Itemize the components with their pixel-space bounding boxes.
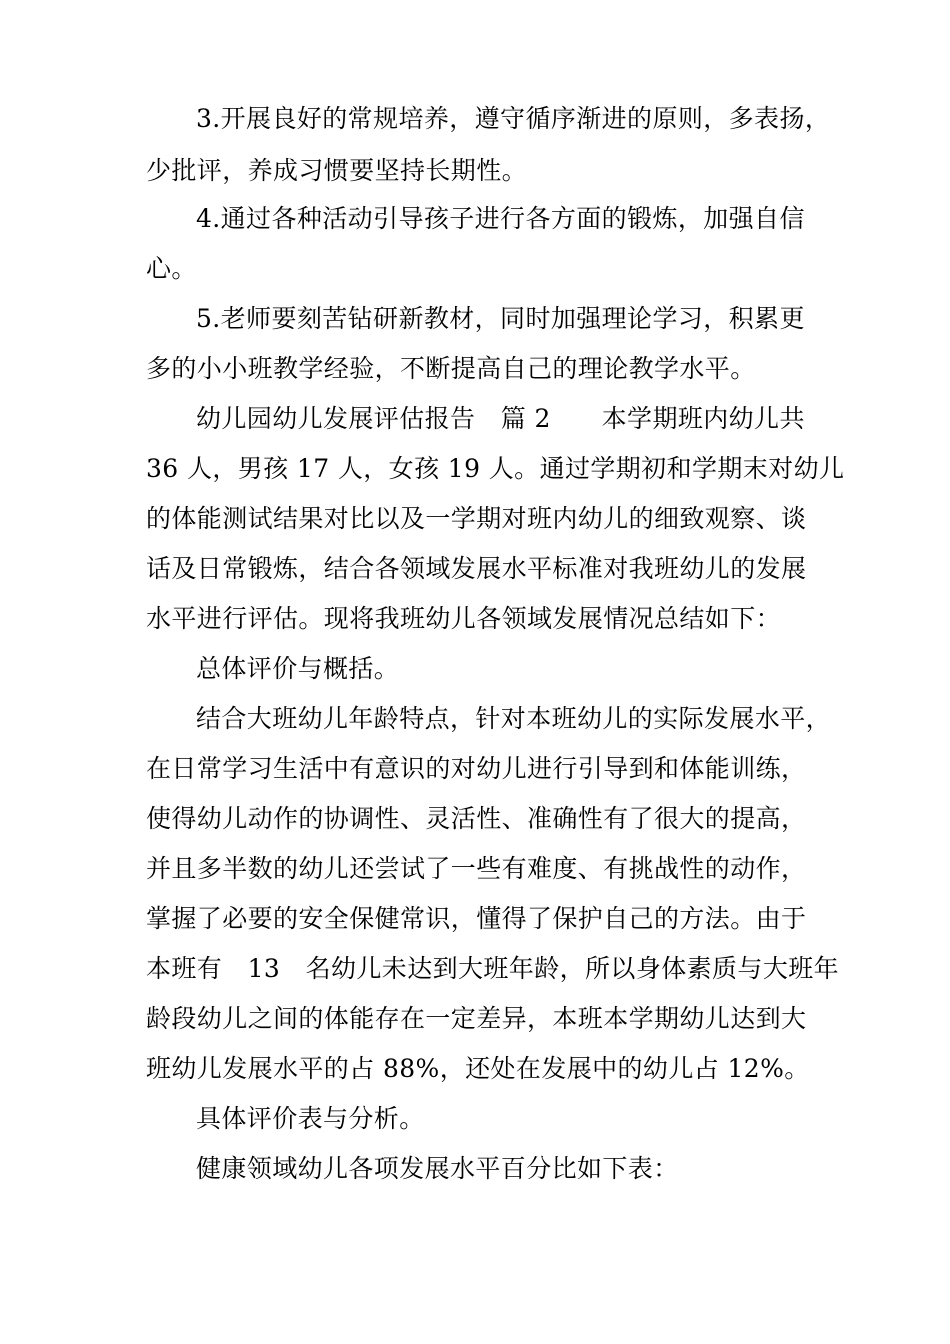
intro-line-4: 话及日常锻炼，结合各领域发展水平标准对我班幼儿的发展 bbox=[146, 554, 807, 583]
paragraph-5-line-1: 5.老师要刻苦钻研新教材，同时加强理论学习，积累更 bbox=[196, 304, 805, 333]
overall-paragraph-line-1: 结合大班幼儿年龄特点，针对本班幼儿的实际发展水平， bbox=[196, 704, 832, 733]
intro-line-3: 的体能测试结果对比以及一学期对班内幼儿的细致观察、谈 bbox=[146, 504, 807, 533]
paragraph-4-line-2: 心。 bbox=[146, 254, 197, 283]
overall-paragraph-line-3: 使得幼儿动作的协调性、灵活性、准确性有了很大的提高， bbox=[146, 804, 807, 833]
paragraph-3-line-1: 3.开展良好的常规培养，遵守循序渐进的原则，多表扬， bbox=[196, 104, 831, 133]
evaluation-table-heading: 具体评价表与分析。 bbox=[196, 1104, 425, 1133]
paragraph-4-line-1: 4.通过各种活动引导孩子进行各方面的锻炼，加强自信 bbox=[196, 204, 805, 233]
paragraph-3-line-2: 少批评，养成习惯要坚持长期性。 bbox=[146, 156, 528, 185]
health-domain-caption: 健康领域幼儿各项发展水平百分比如下表： bbox=[196, 1154, 679, 1183]
overall-paragraph-line-2: 在日常学习生活中有意识的对幼儿进行引导到和体能训练， bbox=[146, 754, 807, 783]
overall-paragraph-line-6: 本班有 13 名幼儿未达到大班年龄，所以身体素质与大班年 bbox=[146, 954, 840, 983]
overall-evaluation-heading: 总体评价与概括。 bbox=[196, 654, 400, 683]
intro-line-5: 水平进行评估。现将我班幼儿各领域发展情况总结如下： bbox=[146, 604, 782, 633]
intro-line-2: 36 人，男孩 17 人，女孩 19 人。通过学期初和学期末对幼儿 bbox=[146, 454, 845, 483]
overall-paragraph-line-8: 班幼儿发展水平的占 88%，还处在发展中的幼儿占 12%。 bbox=[146, 1054, 810, 1083]
overall-paragraph-line-5: 掌握了必要的安全保健常识，懂得了保护自己的方法。由于 bbox=[146, 904, 807, 933]
section-heading-line: 幼儿园幼儿发展评估报告 篇 2 本学期班内幼儿共 bbox=[196, 404, 805, 433]
paragraph-5-line-2: 多的小小班教学经验，不断提高自己的理论教学水平。 bbox=[146, 354, 756, 383]
overall-paragraph-line-7: 龄段幼儿之间的体能存在一定差异，本班本学期幼儿达到大 bbox=[146, 1004, 807, 1033]
overall-paragraph-line-4: 并且多半数的幼儿还尝试了一些有难度、有挑战性的动作， bbox=[146, 854, 807, 883]
